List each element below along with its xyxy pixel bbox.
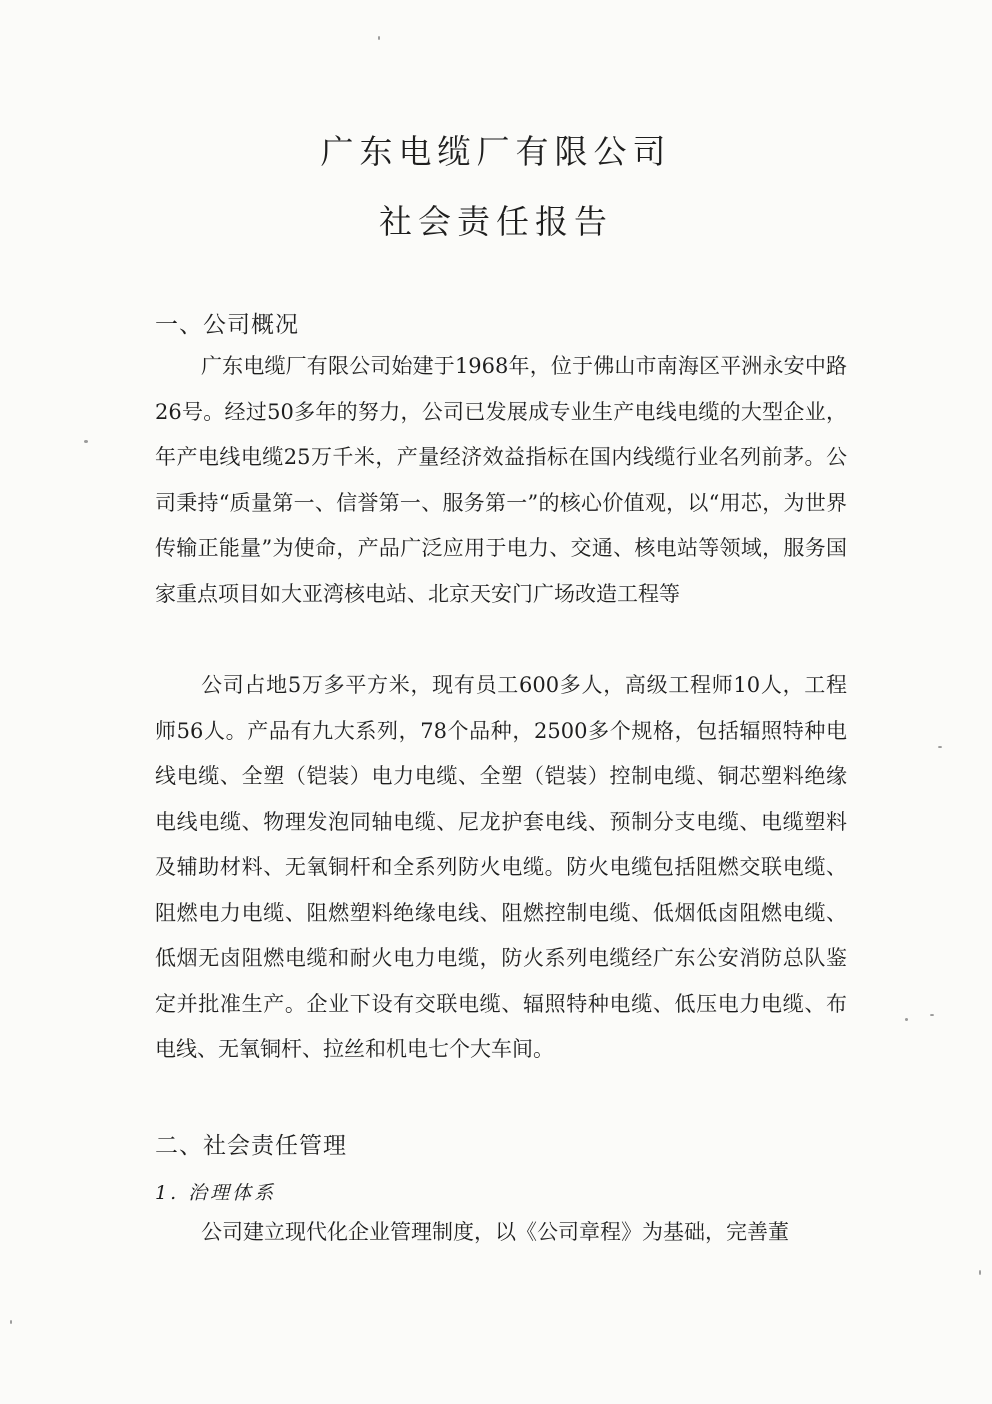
subsection-heading-governance: 1. 治理体系 [155, 1182, 277, 1204]
document-title: 广东电缆厂有限公司 [320, 132, 672, 171]
paragraph-company-history: 广东电缆厂有限公司始建于1968年，位于佛山市南海区平洲永安中路26号。经过50多年的努力，公司已发展成专业生产电线电缆的大型企业，年产电线电缆25万千米，产量经济效益指标在国内线缆行业名列前茅。公司秉持“质量第一、信誉第一、服务第一”的核心价值观，以“用芯，为世界传输正能量”为使命，产品广泛应用于电力、交通、核电站等领域，服务国家重点项目如大亚湾核电站、北京天安门广场改造工程等 [155, 354, 847, 606]
scan-speck [905, 1018, 908, 1021]
section-heading-company-overview: 一、公司概况 [155, 312, 299, 338]
paragraph-governance: 公司建立现代化企业管理制度，以《公司章程》为基础，完善董 [201, 1220, 789, 1244]
paragraph-company-products: 公司占地5万多平方米，现有员工600多人，高级工程师10人，工程师56人。产品有九大系列，78个品种，2500多个规格，包括辐照特种电线电缆、全塑（铠装）电力电缆、全塑（铠装）控制电缆、铜芯塑料绝缘电线电缆、物理发泡同轴电缆、尼龙护套电线、预制分支电缆、电缆塑料及辅助材料、无氧铜杆和全系列防火电缆。防火电缆包括阻燃交联电缆、阻燃电力电缆、阻燃塑料绝缘电线、阻燃控制电缆、低烟低卤阻燃电缆、低烟无卤阻燃电缆和耐火电力电缆，防火系列电缆经广东公安消防总队鉴定并批准生产。企业下设有交联电缆、辐照特种电缆、低压电力电缆、布电线、无氧铜杆、拉丝和机电七个大车间。 [155, 673, 847, 1061]
section-heading-social-responsibility: 二、社会责任管理 [155, 1133, 347, 1159]
document-subtitle: 社会责任报告 [379, 202, 613, 241]
scan-speck [930, 1014, 934, 1016]
scan-speck [84, 440, 88, 443]
scan-speck [979, 1270, 981, 1275]
scan-speck [378, 36, 380, 40]
scan-speck [10, 1320, 12, 1324]
scan-speck [938, 746, 942, 748]
